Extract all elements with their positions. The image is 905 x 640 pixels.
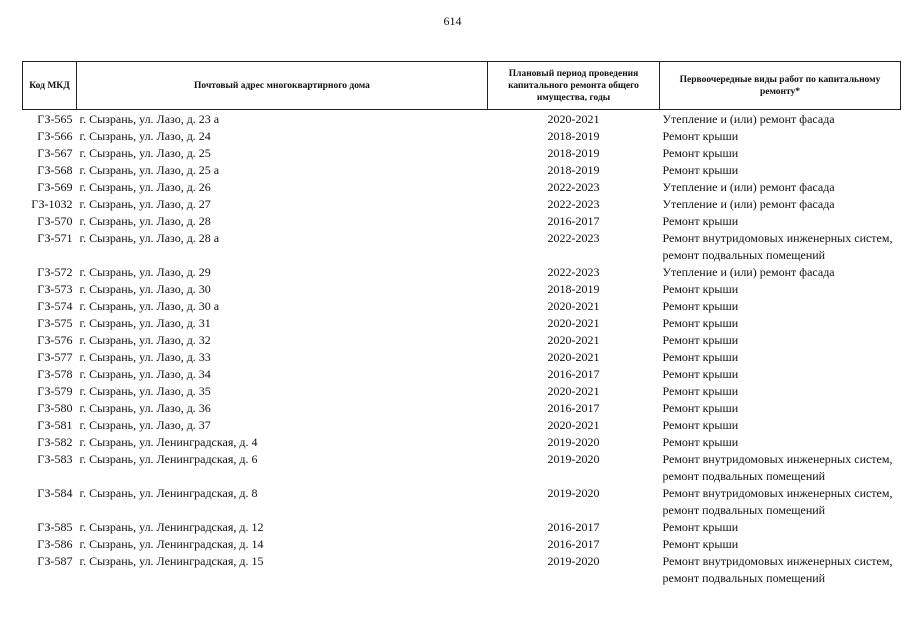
cell-period: 2020-2021 xyxy=(547,299,600,313)
cell-address: г. Сызрань, ул. Лазо, д. 29 xyxy=(79,265,211,279)
cell-works: Ремонт крыши xyxy=(662,350,739,364)
cell-code: ГЗ-570 xyxy=(37,214,73,228)
cell-works: Утепление и (или) ремонт фасада xyxy=(662,180,835,194)
cell-code: ГЗ-572 xyxy=(37,265,73,279)
cell-address: г. Сызрань, ул. Лазо, д. 35 xyxy=(79,384,211,398)
cell-period: 2016-2017 xyxy=(547,214,600,228)
cell-works: Ремонт крыши xyxy=(662,214,739,228)
cell-address: г. Сызрань, ул. Лазо, д. 34 xyxy=(79,367,211,381)
table-row xyxy=(23,298,901,315)
capital-repair-table xyxy=(22,61,901,587)
header-address: Почтовый адрес многоквартирного дома xyxy=(77,62,488,110)
cell-period: 2019-2020 xyxy=(547,435,600,449)
cell-period: 2020-2021 xyxy=(547,316,600,330)
page-number: 614 xyxy=(443,14,462,28)
cell-code: ГЗ-582 xyxy=(37,435,73,449)
cell-code: ГЗ-575 xyxy=(37,316,73,330)
cell-code: ГЗ-568 xyxy=(37,163,73,177)
cell-period: 2022-2023 xyxy=(547,231,600,245)
cell-period: 2016-2017 xyxy=(547,520,600,534)
table-row xyxy=(23,179,901,196)
cell-address: г. Сызрань, ул. Лазо, д. 30 xyxy=(79,282,211,296)
cell-period: 2020-2021 xyxy=(547,333,600,347)
cell-period: 2019-2020 xyxy=(547,486,600,500)
cell-code: ГЗ-587 xyxy=(37,554,73,568)
cell-address: г. Сызрань, ул. Лазо, д. 33 xyxy=(79,350,211,364)
cell-works: Ремонт внутридомовых инженерных систем, ремонт подвальных помещений xyxy=(662,452,893,483)
cell-code: ГЗ-586 xyxy=(37,537,73,551)
cell-address: г. Сызрань, ул. Лазо, д. 25 xyxy=(79,146,211,160)
cell-address: г. Сызрань, ул. Лазо, д. 24 xyxy=(79,129,211,143)
cell-period: 2018-2019 xyxy=(547,146,600,160)
cell-address: г. Сызрань, ул. Лазо, д. 28 xyxy=(79,214,211,228)
table-row xyxy=(23,400,901,417)
table-row xyxy=(23,332,901,349)
table-row xyxy=(23,451,901,485)
table-row xyxy=(23,110,901,129)
cell-address: г. Сызрань, ул. Лазо, д. 30 а xyxy=(79,299,220,313)
table-body xyxy=(23,110,901,588)
cell-works: Ремонт внутридомовых инженерных систем, ремонт подвальных помещений xyxy=(662,231,893,262)
cell-code: ГЗ-569 xyxy=(37,180,73,194)
cell-works: Ремонт крыши xyxy=(662,316,739,330)
cell-works: Ремонт крыши xyxy=(662,384,739,398)
cell-period: 2016-2017 xyxy=(547,401,600,415)
table-row xyxy=(23,128,901,145)
cell-period: 2020-2021 xyxy=(547,350,600,364)
cell-address: г. Сызрань, ул. Лазо, д. 36 xyxy=(79,401,211,415)
cell-address: г. Сызрань, ул. Лазо, д. 28 а xyxy=(79,231,220,245)
table-row xyxy=(23,349,901,366)
header-code: Код МКД xyxy=(23,62,77,110)
cell-address: г. Сызрань, ул. Лазо, д. 25 а xyxy=(79,163,220,177)
cell-address: г. Сызрань, ул. Лазо, д. 23 а xyxy=(79,112,220,126)
cell-works: Ремонт крыши xyxy=(662,435,739,449)
cell-code: ГЗ-577 xyxy=(37,350,73,364)
cell-code: ГЗ-565 xyxy=(37,112,73,126)
cell-period: 2018-2019 xyxy=(547,129,600,143)
cell-code: ГЗ-573 xyxy=(37,282,73,296)
table-row xyxy=(23,230,901,264)
cell-works: Ремонт крыши xyxy=(662,367,739,381)
cell-period: 2020-2021 xyxy=(547,384,600,398)
cell-code: ГЗ-584 xyxy=(37,486,73,500)
cell-period: 2018-2019 xyxy=(547,163,600,177)
cell-works: Ремонт крыши xyxy=(662,163,739,177)
cell-code: ГЗ-580 xyxy=(37,401,73,415)
cell-code: ГЗ-585 xyxy=(37,520,73,534)
cell-period: 2020-2021 xyxy=(547,112,600,126)
table-row xyxy=(23,145,901,162)
cell-code: ГЗ-576 xyxy=(37,333,73,347)
cell-works: Ремонт крыши xyxy=(662,129,739,143)
cell-address: г. Сызрань, ул. Ленинградская, д. 14 xyxy=(79,537,264,551)
cell-works: Ремонт крыши xyxy=(662,401,739,415)
cell-period: 2019-2020 xyxy=(547,452,600,466)
cell-address: г. Сызрань, ул. Ленинградская, д. 8 xyxy=(79,486,258,500)
cell-code: ГЗ-579 xyxy=(37,384,73,398)
header-works: Первоочередные виды работ по капитальному ремонту* xyxy=(660,62,901,110)
cell-code: ГЗ-583 xyxy=(37,452,73,466)
cell-address: г. Сызрань, ул. Ленинградская, д. 15 xyxy=(79,554,264,568)
table-row xyxy=(23,264,901,281)
cell-works: Утепление и (или) ремонт фасада xyxy=(662,112,835,126)
header-row xyxy=(23,62,901,110)
header-period: Плановый период проведения капитального ремонта общего имущества, годы xyxy=(488,62,660,110)
table-row xyxy=(23,434,901,451)
table-row xyxy=(23,553,901,587)
table-row xyxy=(23,519,901,536)
cell-period: 2022-2023 xyxy=(547,180,600,194)
table-row xyxy=(23,366,901,383)
cell-works: Ремонт внутридомовых инженерных систем, ремонт подвальных помещений xyxy=(662,554,893,585)
cell-code: ГЗ-581 xyxy=(37,418,73,432)
cell-works: Ремонт крыши xyxy=(662,537,739,551)
cell-works: Ремонт внутридомовых инженерных систем, ремонт подвальных помещений xyxy=(662,486,893,517)
cell-code: ГЗ-578 xyxy=(37,367,73,381)
cell-address: г. Сызрань, ул. Лазо, д. 26 xyxy=(79,180,211,194)
cell-works: Ремонт крыши xyxy=(662,418,739,432)
cell-works: Ремонт крыши xyxy=(662,299,739,313)
cell-period: 2016-2017 xyxy=(547,367,600,381)
cell-address: г. Сызрань, ул. Ленинградская, д. 4 xyxy=(79,435,258,449)
cell-address: г. Сызрань, ул. Лазо, д. 27 xyxy=(79,197,211,211)
cell-period: 2016-2017 xyxy=(547,537,600,551)
table-row xyxy=(23,281,901,298)
cell-works: Утепление и (или) ремонт фасада xyxy=(662,197,835,211)
table-row xyxy=(23,417,901,434)
cell-address: г. Сызрань, ул. Лазо, д. 32 xyxy=(79,333,211,347)
table-row xyxy=(23,315,901,332)
cell-period: 2019-2020 xyxy=(547,554,600,568)
cell-period: 2018-2019 xyxy=(547,282,600,296)
table-row xyxy=(23,162,901,179)
cell-address: г. Сызрань, ул. Ленинградская, д. 12 xyxy=(79,520,264,534)
cell-code: ГЗ-1032 xyxy=(31,197,73,211)
cell-address: г. Сызрань, ул. Лазо, д. 31 xyxy=(79,316,211,330)
cell-works: Ремонт крыши xyxy=(662,146,739,160)
cell-works: Ремонт крыши xyxy=(662,333,739,347)
cell-period: 2022-2023 xyxy=(547,265,600,279)
table-row xyxy=(23,485,901,519)
cell-code: ГЗ-571 xyxy=(37,231,73,245)
cell-address: г. Сызрань, ул. Лазо, д. 37 xyxy=(79,418,211,432)
cell-address: г. Сызрань, ул. Ленинградская, д. 6 xyxy=(79,452,258,466)
table-header xyxy=(23,62,901,110)
cell-works: Ремонт крыши xyxy=(662,520,739,534)
cell-code: ГЗ-567 xyxy=(37,146,73,160)
cell-works: Ремонт крыши xyxy=(662,282,739,296)
table-row xyxy=(23,383,901,400)
cell-period: 2022-2023 xyxy=(547,197,600,211)
table-row xyxy=(23,196,901,213)
cell-code: ГЗ-566 xyxy=(37,129,73,143)
cell-works: Утепление и (или) ремонт фасада xyxy=(662,265,835,279)
table-row xyxy=(23,536,901,553)
table-row xyxy=(23,213,901,230)
cell-period: 2020-2021 xyxy=(547,418,600,432)
cell-code: ГЗ-574 xyxy=(37,299,73,313)
